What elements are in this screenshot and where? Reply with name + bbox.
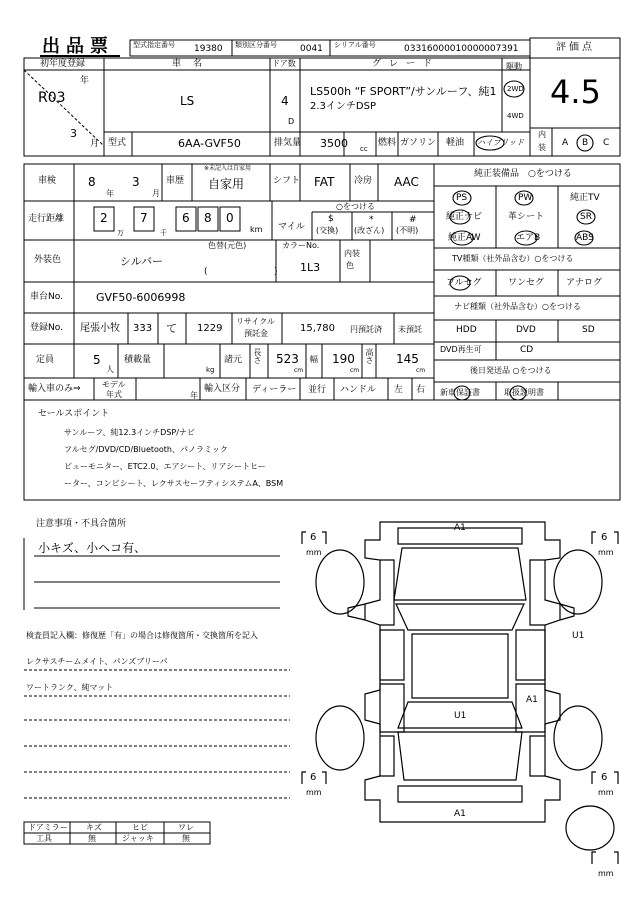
interior-grade-c: C <box>603 138 610 148</box>
ac-label: 冷房 <box>354 176 373 186</box>
hash-sub: (不明) <box>396 226 419 235</box>
history-label: 車歴 <box>166 176 185 186</box>
tire-front-left <box>316 550 364 614</box>
sales-point-line: サンルーフ、純12.3インチDSP/ナビ <box>64 428 195 437</box>
fuel-label: 燃料 <box>378 138 397 148</box>
model-year-unit: 年 <box>190 391 198 400</box>
equipment-navi: 純正ナビ <box>446 212 483 222</box>
notes-line: 小キズ、小ヘコ有、 <box>38 541 147 555</box>
tire-bracket <box>302 532 306 544</box>
displacement: 3500 <box>320 137 348 150</box>
tv-oneseg: ワンセグ <box>508 278 545 288</box>
recycle-label-2: 預託金 <box>244 329 268 338</box>
shaken-month-unit: 月 <box>152 189 160 198</box>
length: 523 <box>276 352 299 366</box>
spare-tire <box>566 806 614 850</box>
sheet-title: 出品票 <box>42 36 114 57</box>
mileage-label: 走行距離 <box>28 214 65 224</box>
damage-mark-roof: U1 <box>454 711 467 721</box>
capacity-label: 定員 <box>36 355 55 365</box>
shaken-year-unit: 年 <box>106 189 114 198</box>
color-paren-close: ) <box>274 267 278 277</box>
sales-point-line: ビューモニター、ETC2.0、エアシート、リアシートヒー <box>64 462 266 471</box>
mileage-digit: 6 <box>182 211 190 225</box>
chassis-number: GVF50-6006998 <box>96 291 186 304</box>
recycle-none: 未預託 <box>398 325 422 334</box>
grade-label: グレード <box>372 59 441 69</box>
grade-line1: LS500h “F SPORT”/サンルーフ、純1 <box>310 85 497 98</box>
equipment-airbag: エアB <box>516 233 541 243</box>
handle-right: 右 <box>416 385 426 395</box>
right-front-fender <box>530 560 545 625</box>
type-code: 6AA-GVF50 <box>178 137 241 150</box>
tv-fullseg: フルセグ <box>446 278 482 288</box>
table-cell-tools: 工具 <box>36 834 52 843</box>
drive-2wd: 2WD <box>507 85 524 93</box>
navi-dvd: DVD <box>516 325 536 335</box>
equipment-sr: SR <box>580 212 592 222</box>
exterior-color: シルバー <box>120 255 163 268</box>
category-code: 0041 <box>300 44 323 54</box>
chassis-label: 車台No. <box>30 292 63 302</box>
tire-bracket <box>614 772 618 784</box>
model-code-label: 型式指定番号 <box>133 41 175 49</box>
score-value: 4.5 <box>550 73 601 111</box>
table-cell-tools-value: 無 <box>88 834 96 843</box>
left-mirror <box>348 604 365 620</box>
ac-value: AAC <box>394 175 419 189</box>
displacement-label: 排気量 <box>274 138 302 148</box>
mileage-sen-unit: 千 <box>160 229 167 237</box>
model-code: 19380 <box>194 44 223 54</box>
tire-depth-rl: 6 <box>310 772 317 783</box>
equipment-pw: PW <box>518 193 533 203</box>
table-cell-jack: ジャッキ <box>122 834 154 843</box>
mileage-km-unit: km <box>250 225 263 234</box>
left-front-fender <box>380 560 394 625</box>
drive-label: 駆動 <box>506 62 522 71</box>
plate-region: 尾張小牧 <box>80 323 120 334</box>
tire-bracket <box>322 532 326 544</box>
recycle-amount: 15,780 <box>300 323 335 334</box>
later-manual: 取扱説明書 <box>504 388 544 397</box>
table-header-scratch: キズ <box>86 823 102 832</box>
car-name-label: 車名 <box>172 59 215 69</box>
fuel-diesel: 軽油 <box>446 138 465 148</box>
inspector-line: レクサスチームメイト、パンズブリーパ <box>26 657 168 666</box>
tv-type-title: TV種類（社外品含む）○をつける <box>452 254 574 263</box>
right-front-door <box>516 630 545 680</box>
equipment-tv: 純正TV <box>570 193 600 203</box>
navi-type-title: ナビ種類（社外品含む）○をつける <box>454 302 581 311</box>
tire-depth-unit: mm <box>598 788 614 797</box>
model-year-label-2: 年式 <box>106 390 122 399</box>
table-header-mirror: ドアミラー <box>28 823 68 832</box>
tire-rear-left <box>316 706 364 770</box>
table-cell-jack-value: 無 <box>182 834 190 843</box>
table-header-crack: ヒビ <box>132 823 148 832</box>
first-reg-label: 初年度登録 <box>40 59 86 69</box>
first-reg-month: 3 <box>70 127 77 140</box>
interior-grade-label-1: 内 <box>538 130 546 139</box>
type-label: 型式 <box>108 138 127 148</box>
tire-bracket <box>614 532 618 544</box>
interior-grade-label-2: 装 <box>538 143 546 152</box>
tire-bracket <box>592 852 596 864</box>
doors-label: ドア数 <box>272 59 296 68</box>
width-label: 幅 <box>310 355 318 364</box>
tire-depth-unit: mm <box>598 869 614 878</box>
sales-point-title: セールスポイント <box>38 409 110 419</box>
damage-mark-right-door: A1 <box>526 695 538 705</box>
recycle-label: リサイクル <box>236 317 275 326</box>
fuel-gasoline: ガソリン <box>400 138 437 148</box>
later-items-title: 後日発送品 ○をつける <box>470 366 552 375</box>
plate-label: 登録No. <box>30 323 63 333</box>
tire-depth-fr: 6 <box>601 532 608 543</box>
equipment-abs: ABS <box>576 233 594 243</box>
interior-grade-b: B <box>582 138 589 148</box>
navi-hdd: HDD <box>456 325 477 335</box>
circle-note: ○をつける <box>336 202 375 211</box>
color-change-label: 色替(元色) <box>208 241 247 250</box>
height-unit: cm <box>416 367 426 374</box>
history-value: 自家用 <box>208 177 245 191</box>
first-reg-year: R03 <box>38 90 66 106</box>
later-warranty: 新車保証書 <box>440 388 480 397</box>
equipment-leather: 革シート <box>508 212 545 222</box>
mileage-digit: 7 <box>140 211 148 225</box>
equipment-ps: PS <box>456 193 468 203</box>
handle-label: ハンドル <box>340 385 377 395</box>
hash-mark: # <box>409 215 417 225</box>
tire-depth-unit: mm <box>306 788 322 797</box>
mileage-digit: 2 <box>100 211 108 225</box>
first-reg-year-unit: 年 <box>80 76 90 86</box>
width: 190 <box>332 352 355 366</box>
tire-depth-fl: 6 <box>310 532 317 543</box>
shift-label: シフト <box>273 176 301 186</box>
exterior-color-label: 外装色 <box>34 255 62 265</box>
dollar-mark: $ <box>328 214 334 224</box>
plate-kana: て <box>166 322 177 335</box>
doors-suffix: D <box>288 117 295 126</box>
dvd-playback: DVD再生可 <box>440 345 482 354</box>
notes-title: 注意事項・不具合箇所 <box>36 519 127 529</box>
left-rear-fender <box>380 736 394 776</box>
dollar-sub: (交換) <box>316 226 339 235</box>
drive-4wd: 4WD <box>507 112 524 120</box>
interior-color-label-2: 色 <box>346 261 354 270</box>
first-reg-month-unit: 月 <box>90 139 100 149</box>
width-unit: cm <box>350 367 360 374</box>
import-label: 輸入車のみ⇒ <box>28 384 81 394</box>
inspector-title: 検査員記入欄：修復歴「有」の場合は修復箇所・交換箇所を記入 <box>26 631 258 640</box>
handle-left: 左 <box>394 385 404 395</box>
height: 145 <box>396 352 419 366</box>
plate-class: 333 <box>133 323 153 334</box>
tire-bracket <box>614 852 618 864</box>
star-sub: (改ざん) <box>354 226 385 235</box>
load-label: 積載量 <box>124 355 152 365</box>
plate-number: 1229 <box>197 323 223 334</box>
interior-color-label: 内装 <box>344 249 360 258</box>
mile-label: マイル <box>278 222 305 232</box>
tire-rear-right <box>554 706 602 770</box>
serial-label: シリアル番号 <box>334 41 376 49</box>
damage-mark-right-fender: U1 <box>572 631 585 641</box>
damage-mark-front-bumper: A1 <box>454 523 466 533</box>
left-front-door <box>380 630 404 680</box>
equipment-aw: 純正AW <box>448 233 481 243</box>
cd-label: CD <box>520 345 534 355</box>
shaken-month: 3 <box>132 175 140 189</box>
recycle-unit: 円預託済 <box>350 325 382 334</box>
car-name: LS <box>180 94 195 108</box>
mileage-man-unit: 万 <box>117 229 124 237</box>
table-header-break: ワレ <box>178 823 194 832</box>
history-note: ※未記入は自家用 <box>204 165 252 172</box>
import-type-label: 輸入区分 <box>204 384 241 394</box>
displacement-unit: cc <box>360 145 368 153</box>
trunk <box>398 732 522 780</box>
windshield <box>396 604 524 630</box>
shift-value: FAT <box>314 175 335 189</box>
hood <box>394 548 526 600</box>
tire-depth-unit: mm <box>306 548 322 557</box>
dims-label: 諸元 <box>224 355 243 365</box>
serial-number: 03316000010000007391 <box>404 44 519 54</box>
color-no-label: カラーNo. <box>282 241 320 250</box>
doors: 4 <box>281 94 289 108</box>
fuel-hybrid: ハイブリッド <box>477 138 525 147</box>
navi-sd: SD <box>582 325 595 335</box>
shaken-year: 8 <box>88 175 96 189</box>
color-no: 1L3 <box>300 261 321 274</box>
sales-point-line: ーター、コンビシート、レクサスセーフティシステムA、BSM <box>64 479 284 488</box>
capacity-unit: 人 <box>106 365 114 374</box>
tire-depth-rr: 6 <box>601 772 608 783</box>
tv-analog: アナログ <box>566 278 603 288</box>
inspector-line: ワートランク、純マット <box>26 683 114 692</box>
interior-grade-a: A <box>562 138 569 148</box>
tire-bracket <box>592 772 596 784</box>
tire-front-right <box>554 550 602 614</box>
tire-bracket <box>322 772 326 784</box>
tire-bracket <box>302 772 306 784</box>
capacity: 5 <box>93 353 101 367</box>
category-label: 類別区分番号 <box>235 41 277 49</box>
import-parallel: 並行 <box>308 385 327 395</box>
grade-line2: 2.3インチDSP <box>310 101 376 112</box>
tire-depth-unit: mm <box>598 548 614 557</box>
left-rear-door <box>380 684 404 732</box>
color-paren-open: ( <box>204 267 208 277</box>
equipment-title: 純正装備品 ○をつける <box>474 169 572 179</box>
score-label: 評価点 <box>556 42 595 53</box>
shaken-label: 車検 <box>38 176 57 186</box>
mileage-digit: 8 <box>204 211 212 225</box>
star-mark: * <box>369 215 374 225</box>
import-dealer: ディーラー <box>252 385 297 395</box>
sales-point-line: フルセグ/DVD/CD/Bluetooth、パノラミック <box>64 445 228 454</box>
tire-bracket <box>592 532 596 544</box>
length-unit: cm <box>294 367 304 374</box>
model-year-label: モデル <box>102 380 126 389</box>
mileage-digit: 0 <box>226 211 234 225</box>
right-rear-fender <box>530 736 545 776</box>
height-label: 高さ <box>365 348 374 364</box>
load-unit: kg <box>206 366 215 374</box>
damage-mark-rear-bumper: A1 <box>454 809 466 819</box>
length-label: 長さ <box>253 348 262 364</box>
roof <box>412 634 508 698</box>
rear-bumper <box>398 786 522 802</box>
